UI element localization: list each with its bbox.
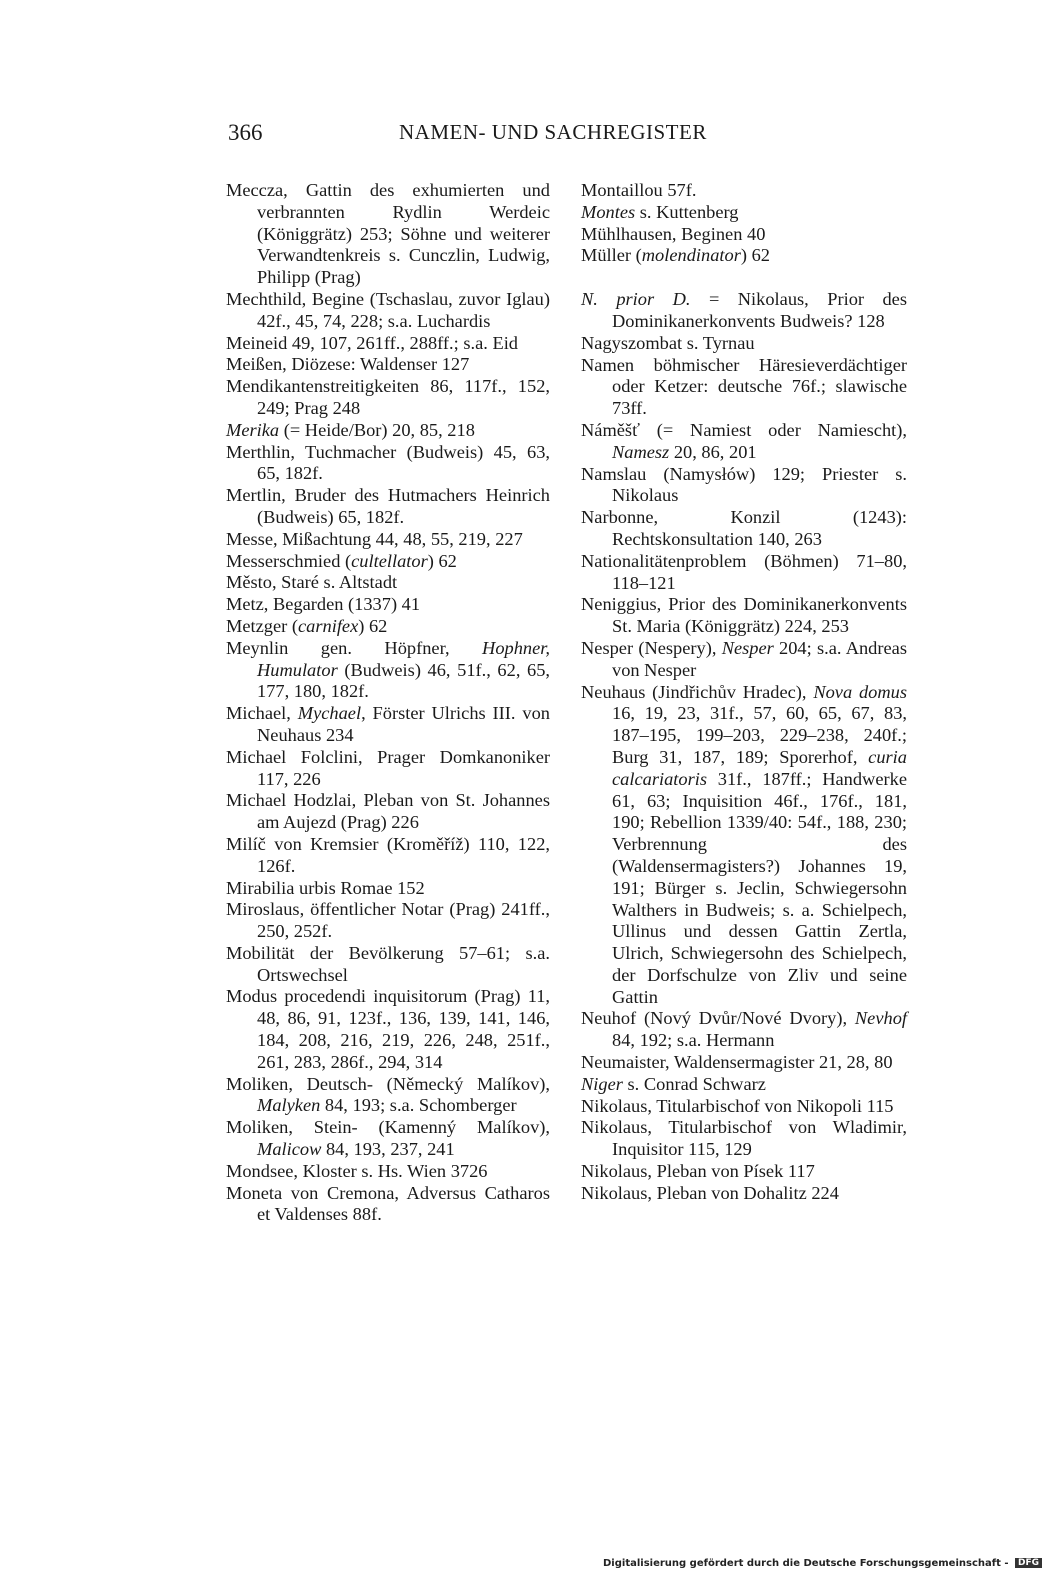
index-entry: Nesper (Nespery), Nesper 204; s.a. Andreas von Nesper <box>581 637 907 680</box>
index-entry: Metzger (carnifex) 62 <box>226 615 388 636</box>
digitization-footer <box>603 1558 1042 1569</box>
index-entry: Moliken, Stein- (Kamenný Malíkov), Malicow 84, 193, 237, 241 <box>226 1117 550 1160</box>
index-entry: Miroslaus, öffentlicher Notar (Prag) 241ff., 250, 252f. <box>226 899 550 942</box>
index-entry: Meccza, Gattin des exhumierten und verbrannten Rydlin Werdeic (Königgrätz) 253; Söhne und weiterer Verwandtenkreis s. Cunczlin, Ludwig, Philipp (Prag) <box>226 180 550 288</box>
index-entry: Milíč von Kremsier (Kroměříž) 110, 122, 126f. <box>226 833 550 876</box>
index-entry: Mondsee, Kloster s. Hs. Wien 3726 <box>226 1160 488 1181</box>
index-entry: Město, Staré s. Altstadt <box>226 572 398 593</box>
index-entry: Michael Hodzlai, Pleban von St. Johannes am Aujezd (Prag) 226 <box>226 790 550 833</box>
index-entry: N. prior D. = Nikolaus, Prior des Dominikanerkonvents Budweis? 128 <box>581 289 907 331</box>
index-entry: Merthlin, Tuchmacher (Budweis) 45, 63, 65, 182f. <box>226 441 550 484</box>
index-entry: Neuhof (Nový Dvůr/Nové Dvory), Nevhof 84, 192; s.a. Hermann <box>581 1008 907 1051</box>
index-entry: Modus procedendi inquisitorum (Prag) 11, 48, 86, 91, 123f., 136, 139, 141, 146, 184, 208, 216, 219, 226, 248, 251f., 261, 283, 286f., 294, 314 <box>226 986 550 1072</box>
index-entry: Náměšť (= Namiest oder Namiescht), Namesz 20, 86, 201 <box>581 419 907 462</box>
index-entry: Metz, Begarden (1337) 41 <box>226 594 421 615</box>
index-entry: Müller (molendinator) 62 <box>581 245 771 266</box>
dfg-logo: DFG <box>1015 1558 1042 1568</box>
index-entry: Mechthild, Begine (Tschaslau, zuvor Iglau) 42f., 45, 74, 228; s.a. Luchardis <box>226 288 550 331</box>
index-entry: Neniggius, Prior des Dominikanerkonvents St. Maria (Königgrätz) 224, 253 <box>581 594 907 637</box>
index-entry: Messe, Mißachtung 44, 48, 55, 219, 227 <box>226 528 523 549</box>
index-entry: Niger s. Conrad Schwarz <box>581 1073 766 1094</box>
index-entry: Nagyszombat s. Tyrnau <box>581 332 755 353</box>
running-title: NAMEN- UND SACHREGISTER <box>399 120 707 144</box>
index-entry: Moliken, Deutsch- (Německý Malíkov), Malyken 84, 193; s.a. Schomberger <box>226 1073 550 1116</box>
index-entry: Narbonne, Konzil (1243): Rechtskonsultation 140, 263 <box>581 507 907 549</box>
index-entry: Mühlhausen, Beginen 40 <box>581 223 766 244</box>
index-entry: Namslau (Namysłów) 129; Priester s. Nikolaus <box>581 463 907 506</box>
index-entry: Nikolaus, Titularbischof von Nikopoli 115 <box>581 1095 894 1116</box>
index-entry: Mendikantenstreitigkeiten 86, 117f., 152, 249; Prag 248 <box>226 376 550 418</box>
index-entry: Neuhaus (Jindřichův Hradec), Nova domus 16, 19, 23, 31f., 57, 60, 65, 67, 83, 187–195, 199–203, 229–238, 240f.; Burg 31, 187, 189; Sporerhof, curia calcariatoris 31f., 187ff.; Handwerke 61, 63; Inquisition 46f., 176f., 181, 190; Rebellion 1339/40: 54f., 188, 230; Verbrennung des (Waldensermagisters?) Johannes 19, 191; Bürger s. Jeclin, Schwiegersohn Walthers in Budweis; s. a. Schielpech, Ullinus und dessen Gattin Zertla, Ulrich, Schwiegersohn des Schielpech, der Dorfschulze von Zliv und seine Gattin <box>581 681 907 1007</box>
index-entry: Montaillou 57f. <box>581 180 697 200</box>
page-header <box>224 120 744 160</box>
index-entry: Neumaister, Waldensermagister 21, 28, 80 <box>581 1052 893 1073</box>
index-column-right <box>581 180 907 1205</box>
index-entry: Michael Folclini, Prager Domkanoniker 117, 226 <box>226 746 550 789</box>
index-entry: Nikolaus, Pleban von Dohalitz 224 <box>581 1182 839 1203</box>
index-entry: Nikolaus, Titularbischof von Wladimir, Inquisitor 115, 129 <box>581 1117 907 1160</box>
index-entry: Nikolaus, Pleban von Písek 117 <box>581 1161 815 1182</box>
index-entry: Meißen, Diözese: Waldenser 127 <box>226 354 470 375</box>
index-entry: Mobilität der Bevölkerung 57–61; s.a. Ortswechsel <box>226 942 550 985</box>
index-entry: Michael, Mychael, Förster Ulrichs III. von Neuhaus 234 <box>226 703 550 745</box>
index-entry: Mertlin, Bruder des Hutmachers Heinrich (Budweis) 65, 182f. <box>226 485 550 527</box>
index-entry: Mirabilia urbis Romae 152 <box>226 877 425 898</box>
index-entry: Meynlin gen. Höpfner, Hophner, Humulator (Budweis) 46, 51f., 62, 65, 177, 180, 182f. <box>226 637 550 702</box>
index-column-left <box>226 180 550 1226</box>
footer-text: Digitalisierung gefördert durch die Deutsche Forschungsgemeinschaft - <box>603 1558 1009 1569</box>
index-entry: Messerschmied (cultellator) 62 <box>226 550 457 571</box>
index-entry: Nationalitätenproblem (Böhmen) 71–80, 118–121 <box>581 550 907 593</box>
page-number: 366 <box>228 120 263 145</box>
index-entry: Montes s. Kuttenberg <box>581 201 739 222</box>
entry-gap <box>581 267 907 289</box>
index-entry: Merika (= Heide/Bor) 20, 85, 218 <box>226 419 475 440</box>
index-entry: Moneta von Cremona, Adversus Catharos et Valdenses 88f. <box>226 1182 550 1225</box>
index-entry: Meineid 49, 107, 261ff., 288ff.; s.a. Eid <box>226 332 519 353</box>
index-entry: Namen böhmischer Häresieverdächtiger oder Ketzer: deutsche 76f.; slawische 73ff. <box>581 354 907 419</box>
